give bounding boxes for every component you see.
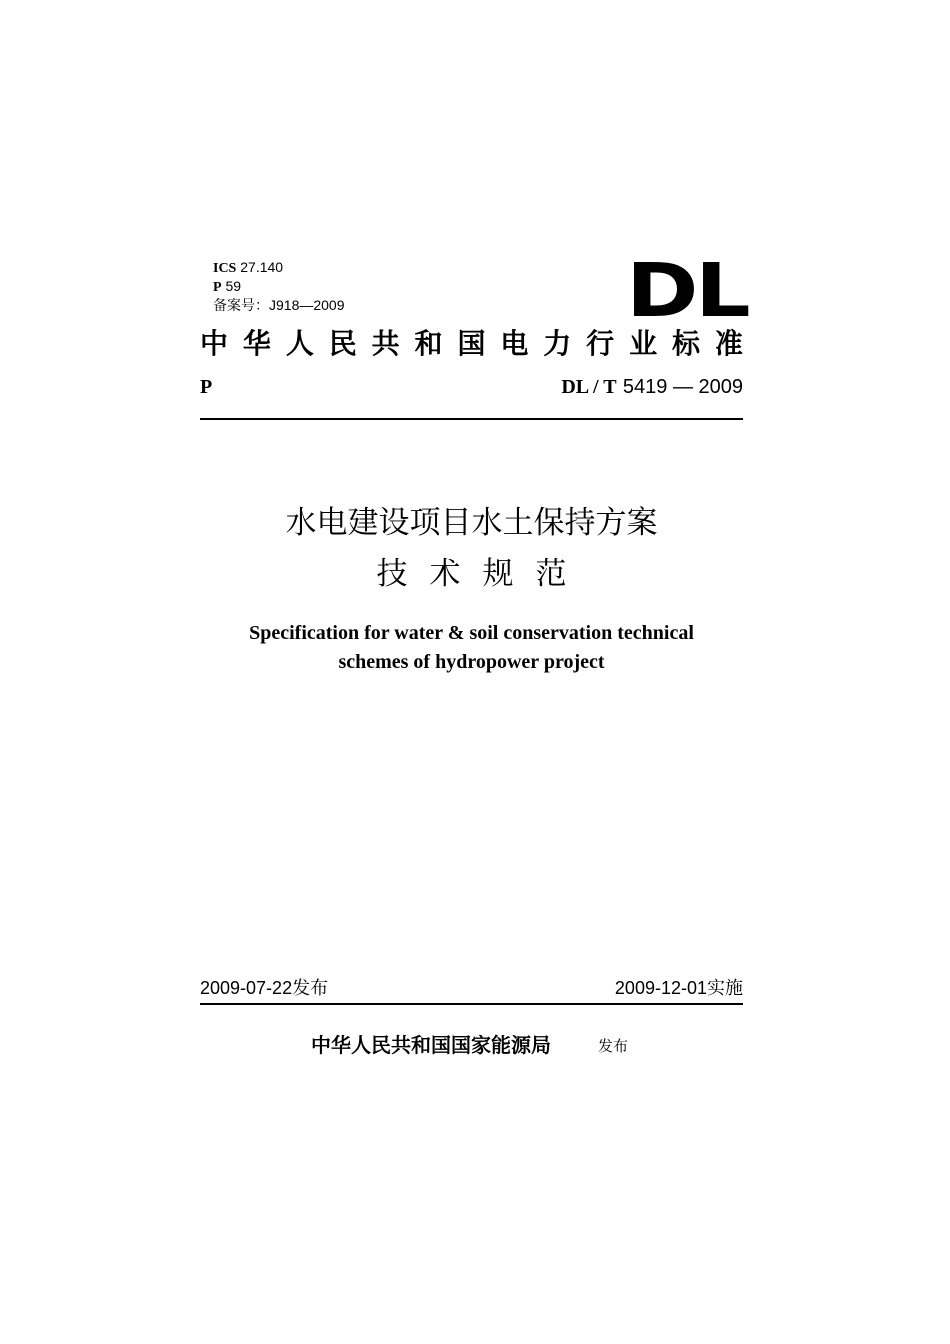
org-char: 国 <box>457 327 486 360</box>
org-char: 共 <box>371 327 400 360</box>
ics-code <box>213 258 283 278</box>
standard-organization <box>200 326 743 362</box>
org-char: 电 <box>500 327 529 360</box>
footer-divider <box>200 1003 743 1005</box>
standard-number-value: 5419 — 2009 <box>622 376 743 398</box>
org-char: 中 <box>200 327 229 360</box>
org-char: 业 <box>629 327 658 360</box>
class-number: 59 <box>225 278 242 294</box>
publisher-name: 中华人民共和国国家能源局 <box>311 1033 551 1057</box>
title-en-line2: schemes of hydropower project <box>338 651 605 673</box>
org-char: 标 <box>671 327 700 360</box>
org-char: 和 <box>414 327 443 360</box>
standard-number <box>561 373 743 400</box>
org-char: 民 <box>328 327 357 360</box>
org-char: 力 <box>543 327 572 360</box>
header-divider <box>200 418 743 420</box>
classification-code <box>213 277 241 297</box>
class-letter: P <box>200 376 213 398</box>
filing-number <box>213 296 345 314</box>
filing-label: 备案号： <box>213 297 269 313</box>
org-char: 准 <box>714 327 743 360</box>
title-en-line1: Specification for water & soil conservation technical <box>249 622 694 644</box>
title-zh-line1: 水电建设项目水土保持方案 <box>285 505 658 541</box>
issue-date: 2009-07-22发布 <box>200 978 329 998</box>
dl-logo: DL <box>626 248 748 334</box>
filing-value: J918—2009 <box>269 297 345 313</box>
org-char: 华 <box>242 327 271 360</box>
publish-label: 发布 <box>598 1037 629 1055</box>
standard-number-prefix: DL / T <box>561 376 617 398</box>
ics-label: ICS <box>213 261 237 276</box>
org-char: 人 <box>285 327 314 360</box>
implementation-date: 2009-12-01实施 <box>614 978 743 998</box>
title-zh-line2: 技术规范 <box>376 556 589 592</box>
org-char: 行 <box>586 327 615 360</box>
class-label: P <box>213 280 222 295</box>
ics-number: 27.140 <box>240 259 284 275</box>
